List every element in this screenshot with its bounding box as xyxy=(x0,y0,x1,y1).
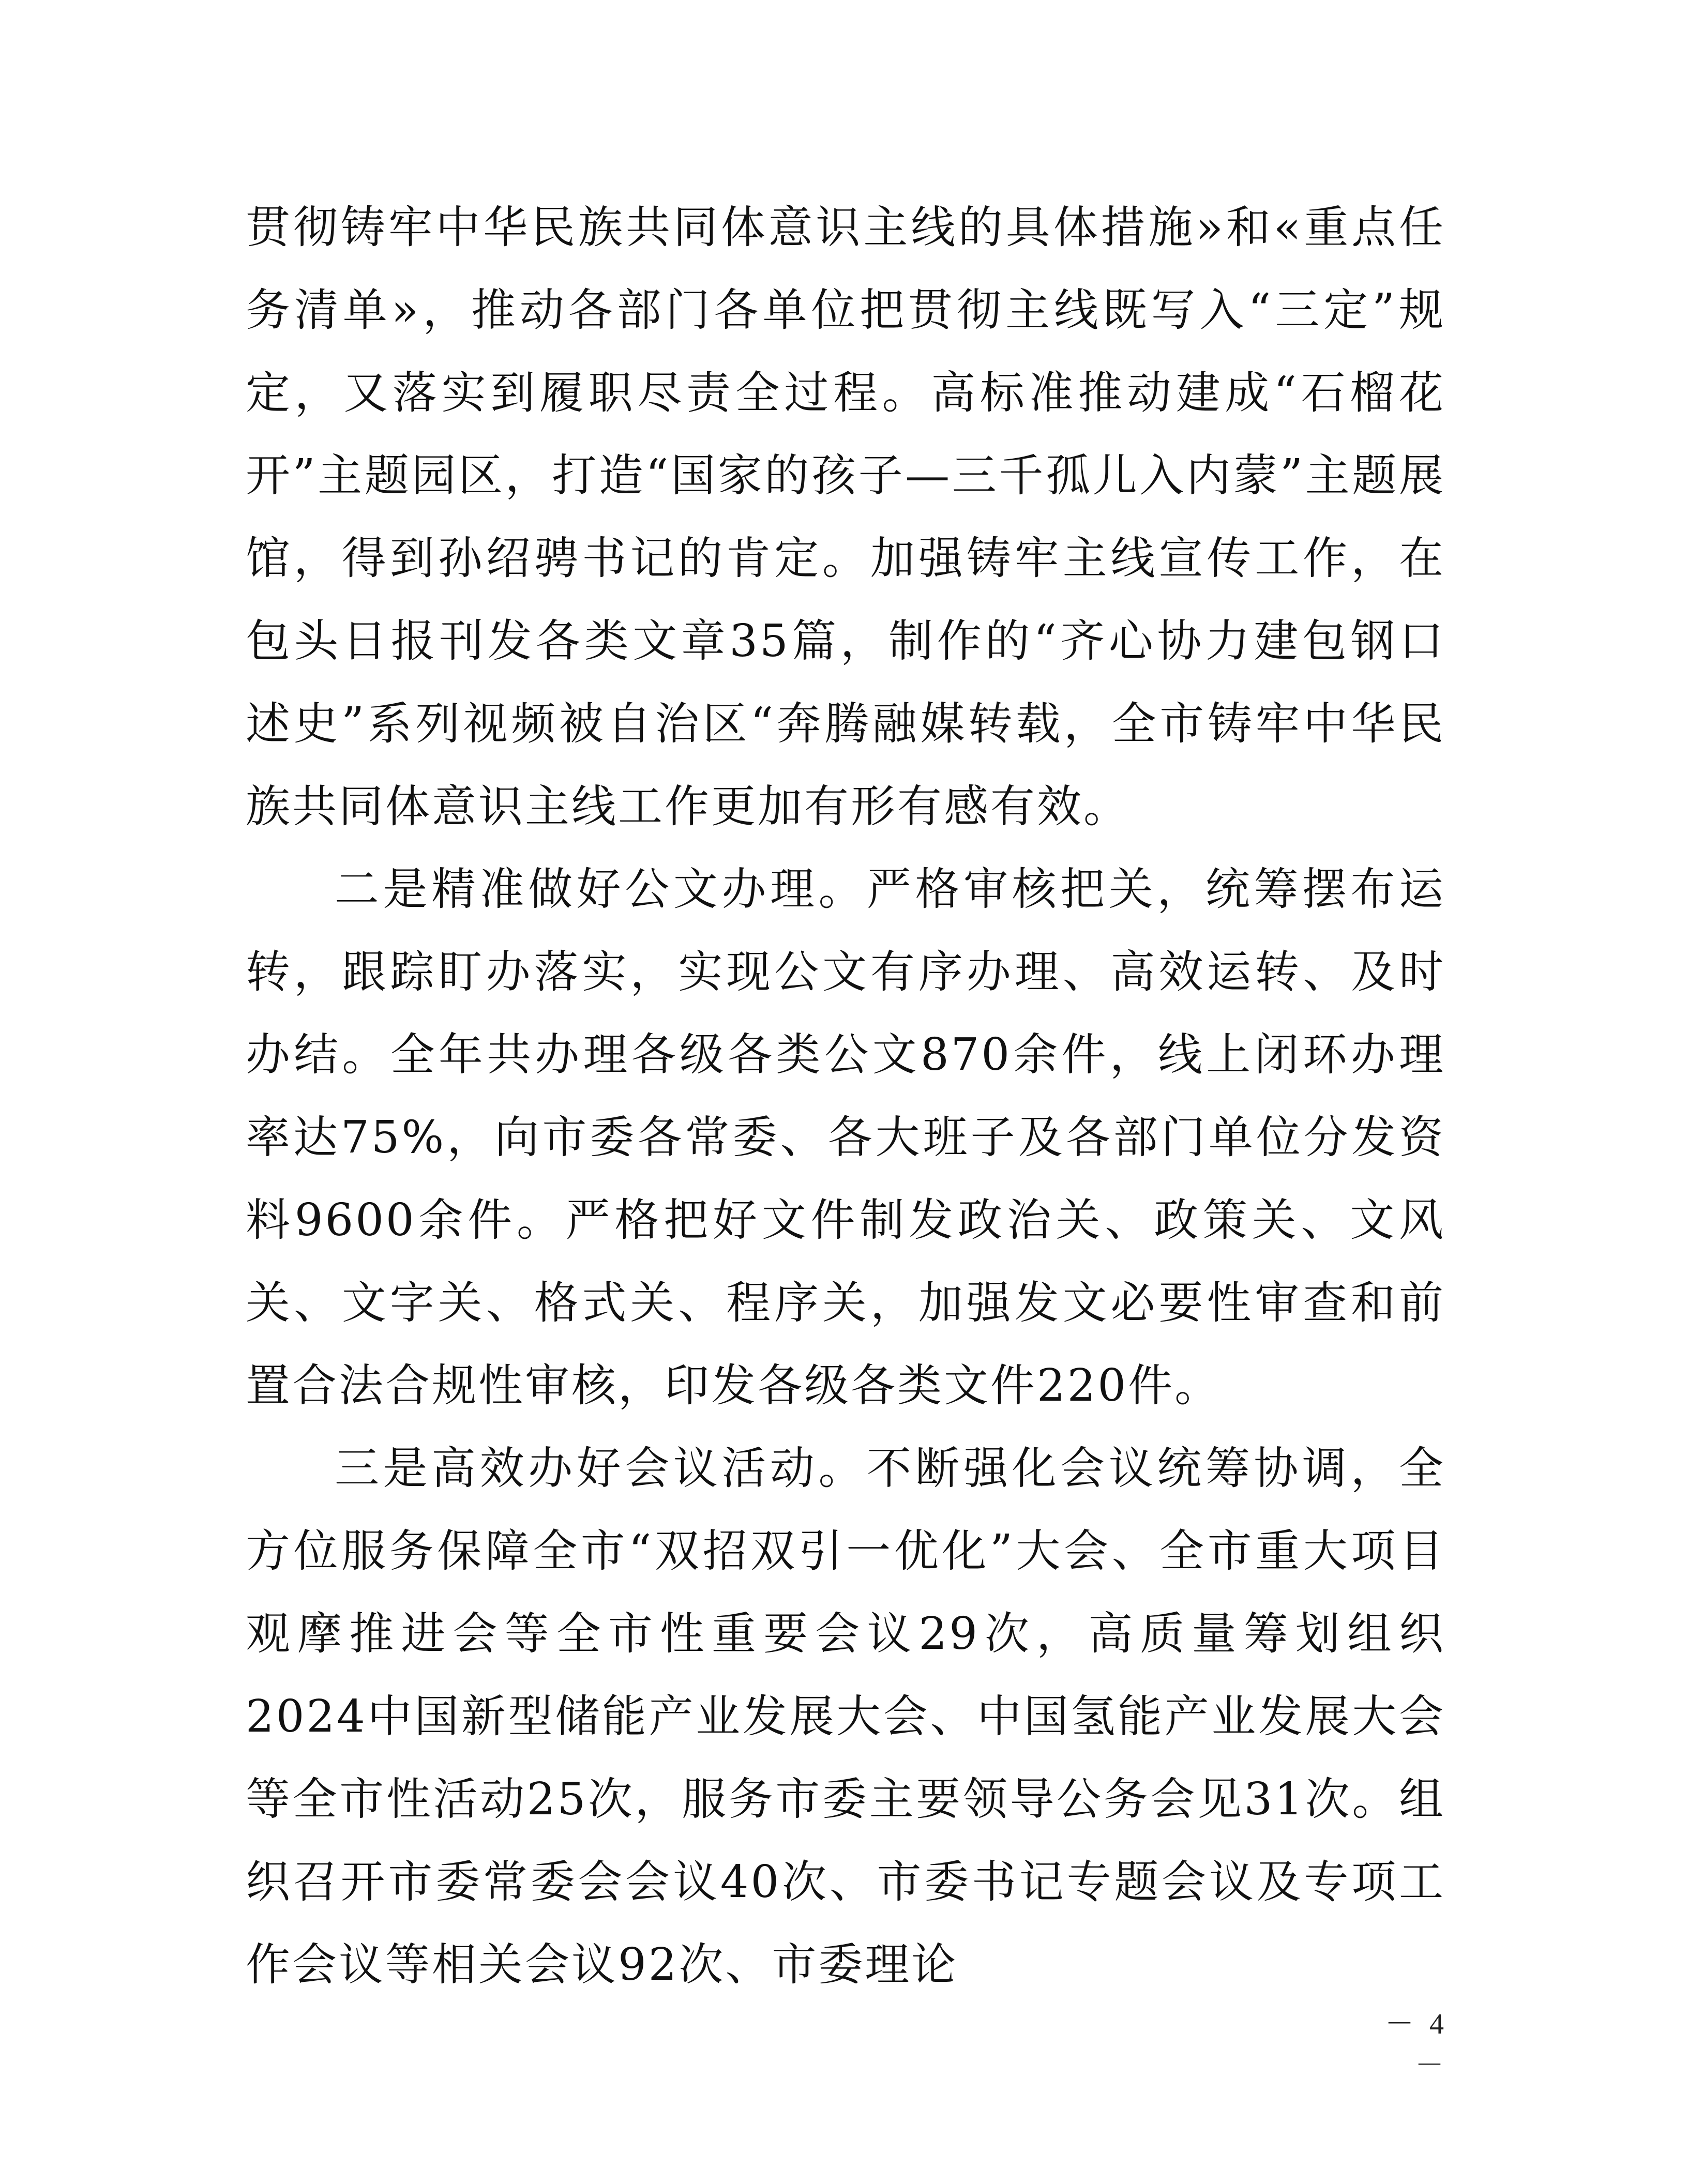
paragraph-meetings: 三是高效办好会议活动。不断强化会议统筹协调，全方位服务保障全市“双招双引一优化”大会、全市重大项目观摩推进会等全市性重要会议29次，高质量筹划组织2024中国新型储能产业发展大会、中国氢能产业发展大会等全市性活动25次，服务市委主要领导公务会见31次。组织召开市委常委会会议40次、市委书记专题会议及专项工作会议等相关会议92次、市委理论 xyxy=(246,1443,1445,1991)
body-text xyxy=(246,186,1445,2006)
page-number: － 4 － xyxy=(1385,2008,1448,2082)
paragraph-document-handling: 二是精准做好公文办理。严格审核把关，统筹摆布运转，跟踪盯办落实，实现公文有序办理、高效运转、及时办结。全年共办理各级各类公文870余件，线上闭环办理率达75%，向市委各常委、各大班子及各部门单位分发资料9600余件。严格把好文件制发政治关、政策关、文风关、文字关、格式关、程序关，加强发文必要性审查和前置合法合规性审核，印发各级各类文件220件。 xyxy=(246,863,1445,1412)
paragraph-continuation: 贯彻铸牢中华民族共同体意识主线的具体措施»和«重点任务清单»，推动各部门各单位把贯彻主线既写入“三定”规定，又落实到履职尽责全过程。高标准推动建成“石榴花开”主题园区，打造“国家的孩子—三千孤儿入内蒙”主题展馆，得到孙绍骋书记的肯定。加强铸牢主线宣传工作，在包头日报刊发各类文章35篇，制作的“齐心协力建包钢口述史”系列视频被自治区“奔腾融媒转载，全市铸牢中华民族共同体意识主线工作更加有形有感有效。 xyxy=(246,202,1445,832)
